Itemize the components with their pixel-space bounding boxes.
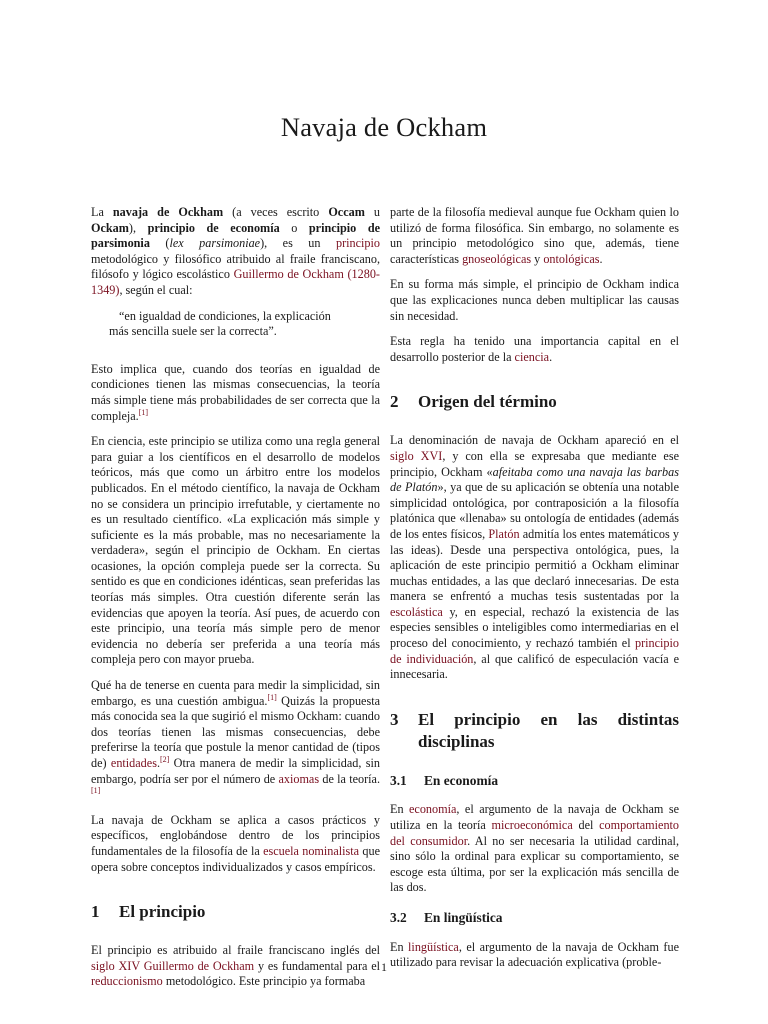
wiki-link[interactable]: ciencia bbox=[514, 349, 550, 364]
text-run: Esta regla ha tenido una importancia capital en el desarrollo posterior de la bbox=[390, 334, 679, 364]
paragraph-importancia bbox=[390, 334, 679, 365]
wiki-link[interactable]: principio bbox=[335, 236, 380, 251]
text-run: o bbox=[279, 220, 309, 235]
left-column bbox=[91, 205, 380, 1000]
wiki-link[interactable]: siglo XIV bbox=[91, 958, 140, 973]
wiki-link[interactable]: reduccionismo bbox=[91, 974, 163, 989]
text-run: , según el cual: bbox=[119, 282, 193, 297]
text-run: En bbox=[390, 802, 410, 817]
text-run: », ya que de su aplicación se obtenía una notable simplicidad ontológica, por contraposición a la filosofía platónica que «llenaba» su ontología de entidades (además de los entes físicos, bbox=[390, 480, 679, 541]
text-run: En bbox=[390, 939, 409, 954]
text-run: que opera sobre conceptos individualizados y casos empíricos. bbox=[91, 843, 380, 874]
bold-term: Ockam bbox=[91, 220, 129, 235]
section-title: El principio bbox=[119, 902, 206, 922]
citation-ref[interactable]: [1] bbox=[267, 692, 277, 702]
text-run: . bbox=[156, 756, 160, 770]
text-run: del bbox=[572, 818, 600, 833]
text-run: , al que calificó de especulación vacía e innecesaria. bbox=[390, 651, 679, 682]
text-run: , y con ella se expresaba que mediante ese principio, Ockham « bbox=[390, 448, 679, 479]
wiki-link[interactable]: Platón bbox=[488, 526, 520, 541]
intro-paragraph bbox=[91, 205, 380, 299]
text-run: u bbox=[364, 205, 380, 219]
italic-text: lex parsimoniae bbox=[169, 236, 261, 251]
bold-term: navaja de Ockham bbox=[112, 205, 224, 219]
text-run: y es fundamental para el bbox=[254, 958, 380, 973]
wiki-link[interactable]: lingüística bbox=[408, 939, 459, 954]
paragraph-forma-simple bbox=[390, 277, 679, 324]
quote-line-2: más sencilla suele ser la correcta”. bbox=[109, 324, 277, 339]
subsection-number: 3.1 bbox=[390, 772, 407, 788]
wiki-link[interactable]: ontológicas bbox=[543, 251, 600, 266]
right-column bbox=[390, 205, 679, 981]
section-title: El principio en las distintas disciplinas bbox=[418, 709, 679, 751]
wiki-link[interactable]: economía bbox=[409, 802, 457, 817]
wiki-link[interactable]: Guillermo de Ockham bbox=[143, 958, 255, 973]
text-run: ), es un bbox=[260, 236, 336, 251]
section-heading-3 bbox=[390, 709, 679, 753]
wiki-link[interactable]: gnoseológicas bbox=[462, 251, 532, 266]
text-run: Quizás la propuesta más conocida sea la que sugirió el mismo Ockham: cuando dos teorías tienen las mismas consecuencias, debe preferirse la teoría que postule la menor cantidad de (tipos de) bbox=[91, 693, 380, 770]
citation-ref[interactable]: [1] bbox=[91, 786, 101, 796]
wiki-link[interactable]: principio de individuación bbox=[390, 636, 679, 666]
text-run: La navaja de Ockham se aplica a casos prácticos y específicos, englobándose dentro de los principios fundamentales de la filosofía de la bbox=[91, 812, 380, 858]
wiki-link[interactable]: escolástica bbox=[390, 604, 443, 619]
text-run: (a veces escrito bbox=[223, 205, 329, 219]
section-heading-2 bbox=[390, 391, 679, 413]
subsection-title: En lingüística bbox=[424, 910, 503, 925]
text-run: . bbox=[549, 349, 553, 364]
text-run: Qué ha de tenerse en cuenta para medir la simplicidad, sin embargo, es una cuestión ambigua. bbox=[91, 678, 380, 708]
paragraph-ciencia bbox=[91, 434, 380, 668]
text-run: La bbox=[91, 205, 113, 219]
paragraph-implication bbox=[91, 362, 380, 424]
text-run: . bbox=[599, 251, 603, 266]
subsection-title: En economía bbox=[424, 772, 499, 788]
text-run: . Al no ser necesaria la utilidad cardinal, sino sólo la ordinal para explicar su comportamiento, se escoge esta última, por ser la explicación más sencilla de las dos. bbox=[390, 833, 679, 895]
wiki-link[interactable]: microeconómica bbox=[491, 818, 573, 833]
text-run: En su forma más simple, el principio de Ockham indica que las explicaciones nunca deben multiplicar las causas sin necesidad. bbox=[390, 277, 679, 323]
section-number: 3 bbox=[390, 709, 399, 729]
text-run: Otra manera de medir la simplicidad, sin embargo, podría ser por el número de bbox=[91, 756, 381, 786]
wiki-link[interactable]: (1280-1349) bbox=[91, 267, 380, 297]
text-run: metodológico y filosófico atribuido al fraile franciscano, filósofo y lógico escolástico bbox=[91, 251, 380, 282]
bold-term: Occam bbox=[328, 205, 365, 219]
bold-term: principio de parsimonia bbox=[91, 220, 381, 251]
definition-quote bbox=[109, 309, 362, 340]
text-run: y, en especial, rechazó la existencia de las especies sensibles o inteligibles como intermediarias en el proceso del conocimiento, y rechazó también el bbox=[390, 604, 679, 651]
text-run: ), bbox=[128, 220, 148, 235]
subsection-heading-3-1 bbox=[390, 773, 679, 789]
text-run: parte de la filosofía medieval aunque fue Ockham quien lo utilizó de forma filosófica. Sin embargo, no solamente es un principio metodológico sino que, además, tiene características bbox=[390, 205, 679, 266]
text-run: ( bbox=[149, 236, 170, 251]
section-number: 2 bbox=[390, 392, 399, 412]
page-number: 1 bbox=[381, 960, 387, 974]
paragraph-aplicacion bbox=[91, 813, 380, 875]
paragraph-continuation bbox=[390, 205, 679, 267]
text-run: metodológico. Este principio ya formaba bbox=[162, 974, 366, 989]
paragraph-origen bbox=[390, 433, 679, 683]
page-title: Navaja de Ockham bbox=[280, 112, 488, 142]
subsection-heading-3-2 bbox=[390, 910, 679, 926]
wiki-link[interactable]: entidades bbox=[110, 756, 157, 770]
text-run: El principio es atribuido al fraile franciscano inglés del bbox=[91, 943, 380, 958]
wiki-link[interactable]: Guillermo de Ockham bbox=[233, 267, 344, 282]
paragraph-economia bbox=[390, 802, 679, 896]
section-number: 1 bbox=[91, 902, 100, 922]
text-run: En ciencia, este principio se utiliza como una regla general para guiar a los científicos en el desarrollo de modelos teóricos, más que como un árbitro entre los modelos publicados. En el método científico, la navaja de Ockham no se considera un principio irrefutable, y ciertamente no es un resultado científico. «La explicación más simple y suficiente es la más probable, mas no necesariamente la verdadera», según el principio de Ockham. En ciertas ocasiones, la opción compleja puede ser la correcta. Su sentido es que en condiciones idénticas, sean preferidas las teorías más simples. Otra cuestión diferente serán las evidencias que apoyen la teoría. Así pues, de acuerdo con este principio, una teoría más simple pero de menor evidencia no debería ser preferida a una teoría más compleja pero con mayor prueba. bbox=[91, 434, 380, 667]
section-title: Origen del término bbox=[418, 392, 557, 412]
quote-line-1: “en igualdad de condiciones, la explicación bbox=[119, 308, 331, 323]
text-run: , el argumento de la navaja de Ockham se utiliza en la teoría bbox=[390, 802, 679, 833]
text-run: La denominación de navaja de Ockham apareció en el bbox=[390, 433, 679, 448]
wiki-link[interactable]: comportamiento del consumidor bbox=[390, 818, 680, 848]
wiki-link[interactable]: axiomas bbox=[278, 771, 320, 786]
bold-term: principio de economía bbox=[147, 220, 280, 235]
text-run: , el argumento de la navaja de Ockham fue utilizado para revisar la adecuación explicativa (proble- bbox=[390, 939, 679, 970]
citation-ref[interactable]: [1] bbox=[138, 407, 149, 417]
text-run: admitía los entes matemáticos y las ideas). Desde una perspectiva ontológica, pues, la aplicación de este principio permitió a Ockham eliminar muchas entidades, a las que declaró innecesarias. De esta manera se enfrentó a muchas tesis sustentadas por la bbox=[390, 526, 679, 604]
wiki-link[interactable]: escuela nominalista bbox=[263, 843, 360, 858]
wiki-link[interactable]: siglo XVI bbox=[390, 448, 443, 463]
text-run: y bbox=[531, 251, 544, 266]
text-run: Esto implica que, cuando dos teorías en igualdad de condiciones tienen las mismas consecuencias, la teoría más simple tiene más probabilidades de ser correcta que la compleja. bbox=[91, 361, 380, 423]
subsection-number: 3.2 bbox=[390, 910, 407, 925]
italic-text: afeitaba como una navaja las barbas de Platón bbox=[390, 464, 679, 495]
paragraph-simplicidad bbox=[91, 678, 380, 803]
section-heading-1 bbox=[91, 901, 380, 923]
citation-ref[interactable]: [2] bbox=[159, 755, 170, 764]
text-run: de la teoría. bbox=[319, 771, 380, 786]
